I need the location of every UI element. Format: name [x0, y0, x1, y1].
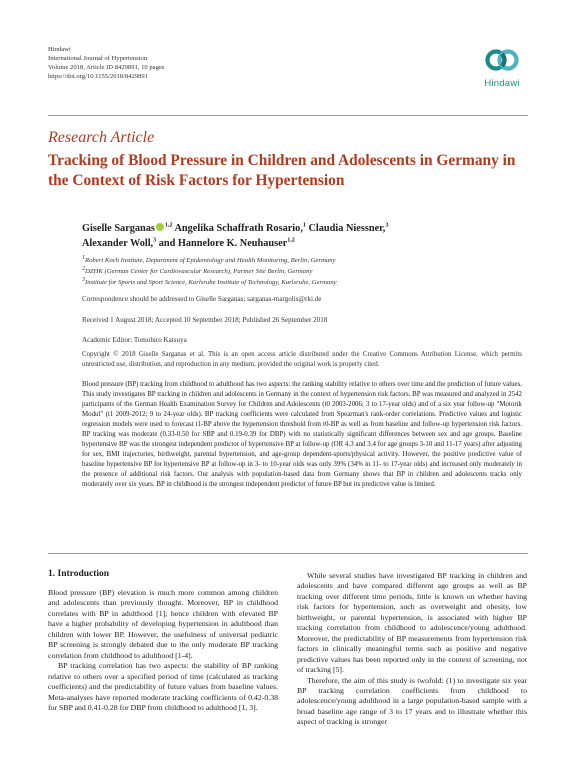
abstract: Blood pressure (BP) tracking from childhood to adulthood has two aspects: the ranking stability relative to others over time and the prediction of future values. This study investigates BP tracking in children and adolescents in Germany in the context of hypertension risk factors. BP was measured and analyzed in 2542 participants of the German Health Examination Survey for Children and Adolescents (t0 2003-2006; 3 to 17-year olds) and of a six year follow-up "Motorik Modul" (t1 2009-2012; 9 to 24-year olds). BP tracking coefficients were calculated from Spearman's rank-order correlations. Predictive values and logistic regression models were used to forecast t1-BP above the hypertension threshold from t0-BP as well as from baseline and follow-up hypertension risk factors. BP tracking was moderate (0.33-0.50 for SBP and 0.19-0.39 for DBP) with no statistically significant differences between sex and age groups. Baseline hypertensive BP was the strongest independent predictor of hypertensive BP at follow-up (OR 4.3 and 3.4 for age groups 3-10 and 11-17 years) after adjusting for sex, BMI trajectories, birthweight, parental hypertension, and age-group dependent-sports/physical activity. However, the positive predictive value of baseline hypertensive BP for hypertensive BP at follow-up in 3- to 10-year olds was only 39% (34% in 11- to 17-year olds) and increased only moderately in the presence of additional risk factors. Our analysis with population-based data from Germany shows that BP in children and adolescents tracks only moderately over six years. BP in childhood is the strongest independent predictor of future BP but its predictive value is limited.: [82, 381, 522, 488]
academic-editor: Academic Editor: Tomohiro Katsuya: [82, 336, 187, 344]
body-paragraph: Therefore, the aim of this study is twofold: (1) to investigate six year BP tracking correlation coefficients from childhood to adolescence/young adulthood in a large population-based sample with a broad baseline age range of 3 to 17 years and to illustrate whether this aspect of tracking is stronger: [297, 675, 527, 727]
copyright-notice: Copyright © 2018 Giselle Sarganas et al. This is an open access article distributed under the Creative Commons Attribution License, which permits unrestricted use, distribution, and reproduction in any medium, provided the original work is properly cited.: [82, 351, 522, 368]
author-name[interactable]: Alexander Woll,: [82, 237, 154, 249]
header-rule: [48, 115, 528, 116]
author-affiliation-sup: 3: [385, 222, 389, 229]
affiliation-text: DZHK (German Center for Cardiovascular Research), Partner Site Berlin, Germany: [85, 268, 313, 275]
affiliation-item: [82, 255, 522, 266]
author-name[interactable]: and Hannelore K. Neuhauser: [158, 237, 288, 249]
author-affiliation-sup: 3: [153, 237, 157, 244]
hindawi-logo-icon: [485, 47, 519, 77]
journal-doi-link[interactable]: https://doi.org/10.1155/2018/8429891: [48, 73, 149, 80]
article-type: Research Article: [48, 129, 155, 146]
body-paragraph: BP tracking correlation has two aspects: the stability of BP ranking relative to others over a specified period of time (calculated as tracking coefficients) and the predictability of future values from baseline values. Meta-analyses have reported moderate tracking coefficients of 0.42-0.38 for SBP and 0.41-0.28 for DBP from childhood to adulthood [1, 3].: [48, 661, 278, 712]
journal-publisher: Hindawi: [48, 46, 71, 53]
affiliation-sup: 1: [82, 254, 85, 261]
affiliation-sup: 2: [82, 265, 85, 272]
affiliation-text: Institute for Sports and Sport Science, Karlsruhe Institute of Technology, Karlsruhe, Germany: [85, 279, 337, 286]
body-paragraph: While several studies have investigated BP tracking in children and adolescents and have compared different age groups as well as BP tracking over different time periods, little is known on whether having risk factors for hypertension, such as overweight and obesity, low birthweight, or parental hypertension, is associated with higher BP tracking correlation from childhood to adolescence/young adulthood. Moreover, the predictability of BP measurements from hypertension risk factors in clinically meaningful terms such as positive and negative predictive values has been reported only in the context of screening, not of tracking [5].: [297, 571, 527, 675]
affiliation-text: Robert Koch Institute, Department of Epidemiology and Health Monitoring, Berlin, Germany: [85, 257, 336, 264]
author-affiliation-sup: 1,2: [164, 222, 173, 229]
orcid-icon[interactable]: [156, 223, 164, 231]
hindawi-logo-text: Hindawi: [484, 78, 520, 89]
author-list: [82, 222, 512, 251]
publication-dates: Received 1 August 2018; Accepted 10 September 2018; Published 26 September 2018: [82, 316, 328, 324]
article-title: Tracking of Blood Pressure in Children and Adolescents in Germany in the Context of Risk Factors for Hypertension: [48, 152, 516, 189]
hindawi-logo: [478, 47, 526, 89]
abstract-rule: [48, 553, 528, 554]
affiliation-list: [82, 255, 522, 288]
author-name[interactable]: Angelika Schaffrath Rosario,: [174, 223, 303, 234]
author-name[interactable]: Giselle Sarganas: [82, 223, 155, 234]
left-column: [48, 588, 278, 713]
affiliation-item: [82, 277, 522, 288]
journal-name: International Journal of Hypertension: [48, 55, 148, 62]
journal-volume: Volume 2018, Article ID 8429891, 10 pages: [48, 64, 165, 71]
correspondence: Correspondence should be addressed to Giselle Sarganas; sarganas-margolis@rki.de: [82, 295, 322, 303]
affiliation-item: [82, 266, 522, 277]
affiliation-sup: 3: [82, 276, 85, 283]
author-name[interactable]: Claudia Niessner,: [308, 223, 386, 234]
author-affiliation-sup: 1: [302, 222, 306, 229]
journal-meta: [48, 45, 164, 81]
body-paragraph: Blood pressure (BP) elevation is much more common among children and adolescents than previously thought. Moreover, BP in childhood correlates with BP in adulthood [1]; hence children with elevated BP have a higher probability of developing hypertension in adulthood than children with lower BP. However, the usefulness of universal pediatric BP screening is strongly debated due to the only moderate BP tracking correlation from childhood to adulthood [1-4].: [48, 588, 278, 660]
section-heading: 1. Introduction: [48, 569, 110, 579]
author-affiliation-sup: 1,2: [287, 237, 295, 244]
right-column: [297, 571, 527, 728]
